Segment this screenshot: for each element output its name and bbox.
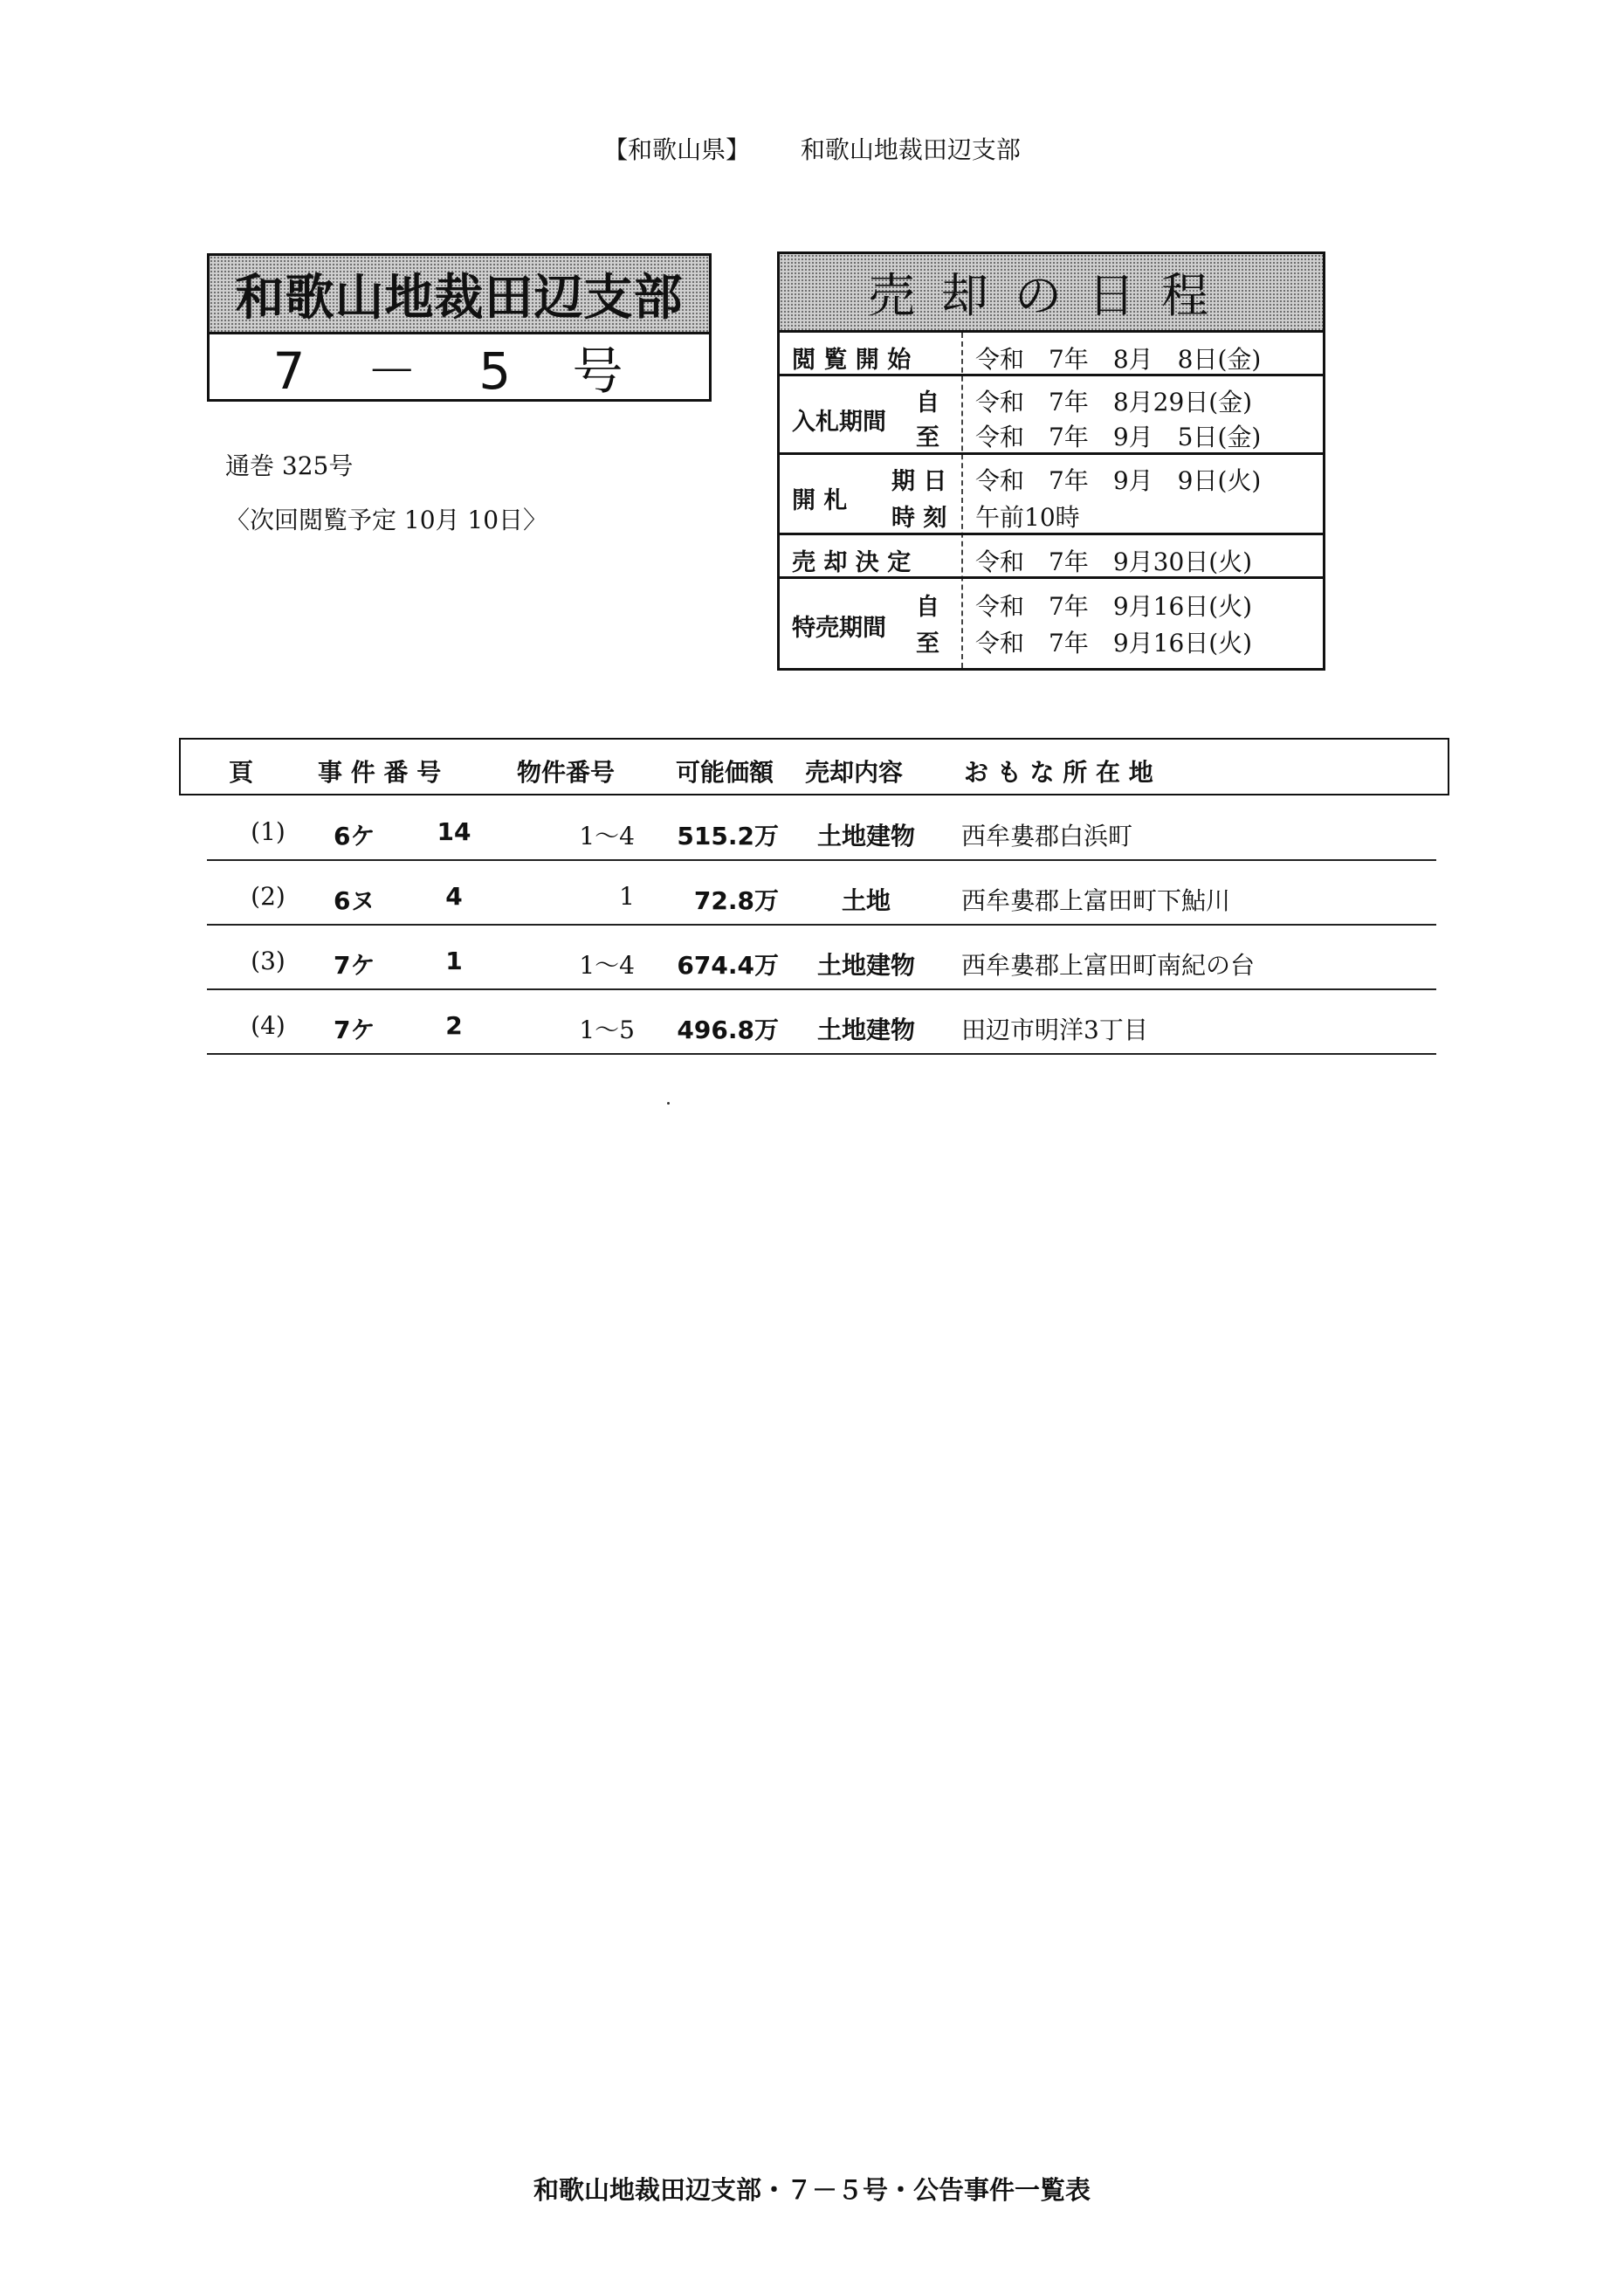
cell-case-type: 7ケ	[334, 1016, 375, 1044]
schedule-value: 午前10時	[975, 503, 1080, 532]
header-branch: 和歌山地裁田辺支部	[800, 135, 1021, 164]
cell-page: (3)	[251, 947, 286, 975]
cell-content: 土地	[841, 886, 891, 915]
cell-item-number: 1	[619, 882, 635, 911]
schedule-sub-label: 至	[916, 630, 939, 658]
cell-item-number: 1〜4	[579, 951, 635, 980]
col-header-price: 可能価額	[676, 758, 774, 787]
schedule-value: 令和 7年 9月 5日(金)	[975, 423, 1262, 451]
table-row	[207, 992, 1436, 1055]
col-header-item-number: 物件番号	[517, 758, 616, 787]
cell-page: (4)	[251, 1011, 286, 1040]
schedule-row-viewing	[780, 333, 1323, 376]
schedule-value: 令和 7年 9月30日(火)	[975, 547, 1253, 576]
cell-case-type: 6ケ	[334, 822, 375, 850]
stray-mark	[667, 1102, 670, 1105]
cell-location: 西牟婁郡白浜町	[961, 822, 1133, 850]
schedule-value: 令和 7年 8月29日(金)	[975, 388, 1253, 417]
volume-number: 通巻 325号	[225, 451, 354, 480]
schedule-row-bidding	[780, 376, 1323, 455]
table-row	[207, 798, 1436, 861]
cell-price: 72.8万	[693, 886, 779, 915]
cell-price: 674.4万	[677, 951, 779, 980]
schedule-row-opening	[780, 455, 1323, 535]
cell-content: 土地建物	[816, 1016, 915, 1044]
schedule-sub-label: 自	[916, 389, 939, 417]
col-header-location: お も な 所 在 地	[964, 758, 1153, 787]
cell-case-number: 1	[445, 947, 463, 975]
cell-case-number: 14	[437, 817, 471, 846]
cell-content: 土地建物	[816, 822, 915, 850]
sale-schedule-box	[777, 251, 1325, 671]
title-issue-number: 7 － 5 号	[272, 341, 646, 401]
cell-item-number: 1〜5	[579, 1016, 635, 1044]
schedule-label: 特売期間	[792, 615, 886, 642]
header-prefecture: 【和歌山県】	[603, 135, 751, 164]
schedule-sub-label: 時 刻	[891, 505, 947, 532]
schedule-sub-label: 自	[916, 594, 939, 621]
col-header-case-number: 事 件 番 号	[318, 758, 442, 787]
schedule-label: 売 却 決 定	[792, 549, 912, 576]
page-header	[0, 131, 1624, 166]
schedule-value: 令和 7年 9月 9日(火)	[975, 466, 1262, 495]
cell-case-number: 4	[445, 882, 463, 911]
schedule-value: 令和 7年 9月16日(火)	[975, 592, 1253, 621]
schedule-label: 開 札	[792, 487, 848, 514]
schedule-row-special-sale	[780, 579, 1323, 668]
col-header-content: 売却内容	[805, 758, 904, 787]
cell-case-number: 2	[445, 1011, 463, 1040]
cell-location: 西牟婁郡上富田町下鮎川	[961, 886, 1231, 915]
schedule-label: 閲 覧 開 始	[792, 347, 912, 374]
cell-content: 土地建物	[816, 951, 915, 980]
case-table-header	[179, 738, 1449, 795]
schedule-value: 令和 7年 9月16日(火)	[975, 629, 1253, 658]
cell-page: (2)	[251, 882, 286, 911]
next-viewing-date: 〈次回閲覧予定 10月 10日〉	[225, 506, 548, 534]
col-header-page: 頁	[229, 758, 254, 787]
page-footer: 和歌山地裁田辺支部・７－５号・公告事件一覧表	[533, 2175, 1091, 2205]
cell-case-type: 7ケ	[334, 951, 375, 980]
cell-item-number: 1〜4	[579, 822, 635, 850]
cell-case-type: 6ヌ	[334, 886, 375, 915]
cell-page: (1)	[251, 817, 286, 846]
table-row	[207, 863, 1436, 926]
title-branch-name: 和歌山地裁田辺支部	[210, 256, 709, 334]
schedule-sub-label: 至	[916, 424, 939, 451]
schedule-title: 売却の日程	[780, 254, 1323, 333]
cell-price: 515.2万	[677, 822, 779, 850]
table-row	[207, 927, 1436, 990]
cell-price: 496.8万	[677, 1016, 779, 1044]
schedule-value: 令和 7年 8月 8日(金)	[975, 345, 1262, 374]
schedule-sub-label: 期 日	[891, 468, 947, 495]
title-box	[207, 253, 712, 402]
cell-location: 田辺市明洋3丁目	[961, 1016, 1148, 1044]
cell-location: 西牟婁郡上富田町南紀の台	[961, 951, 1256, 980]
schedule-row-decision	[780, 535, 1323, 579]
schedule-label: 入札期間	[792, 409, 886, 436]
